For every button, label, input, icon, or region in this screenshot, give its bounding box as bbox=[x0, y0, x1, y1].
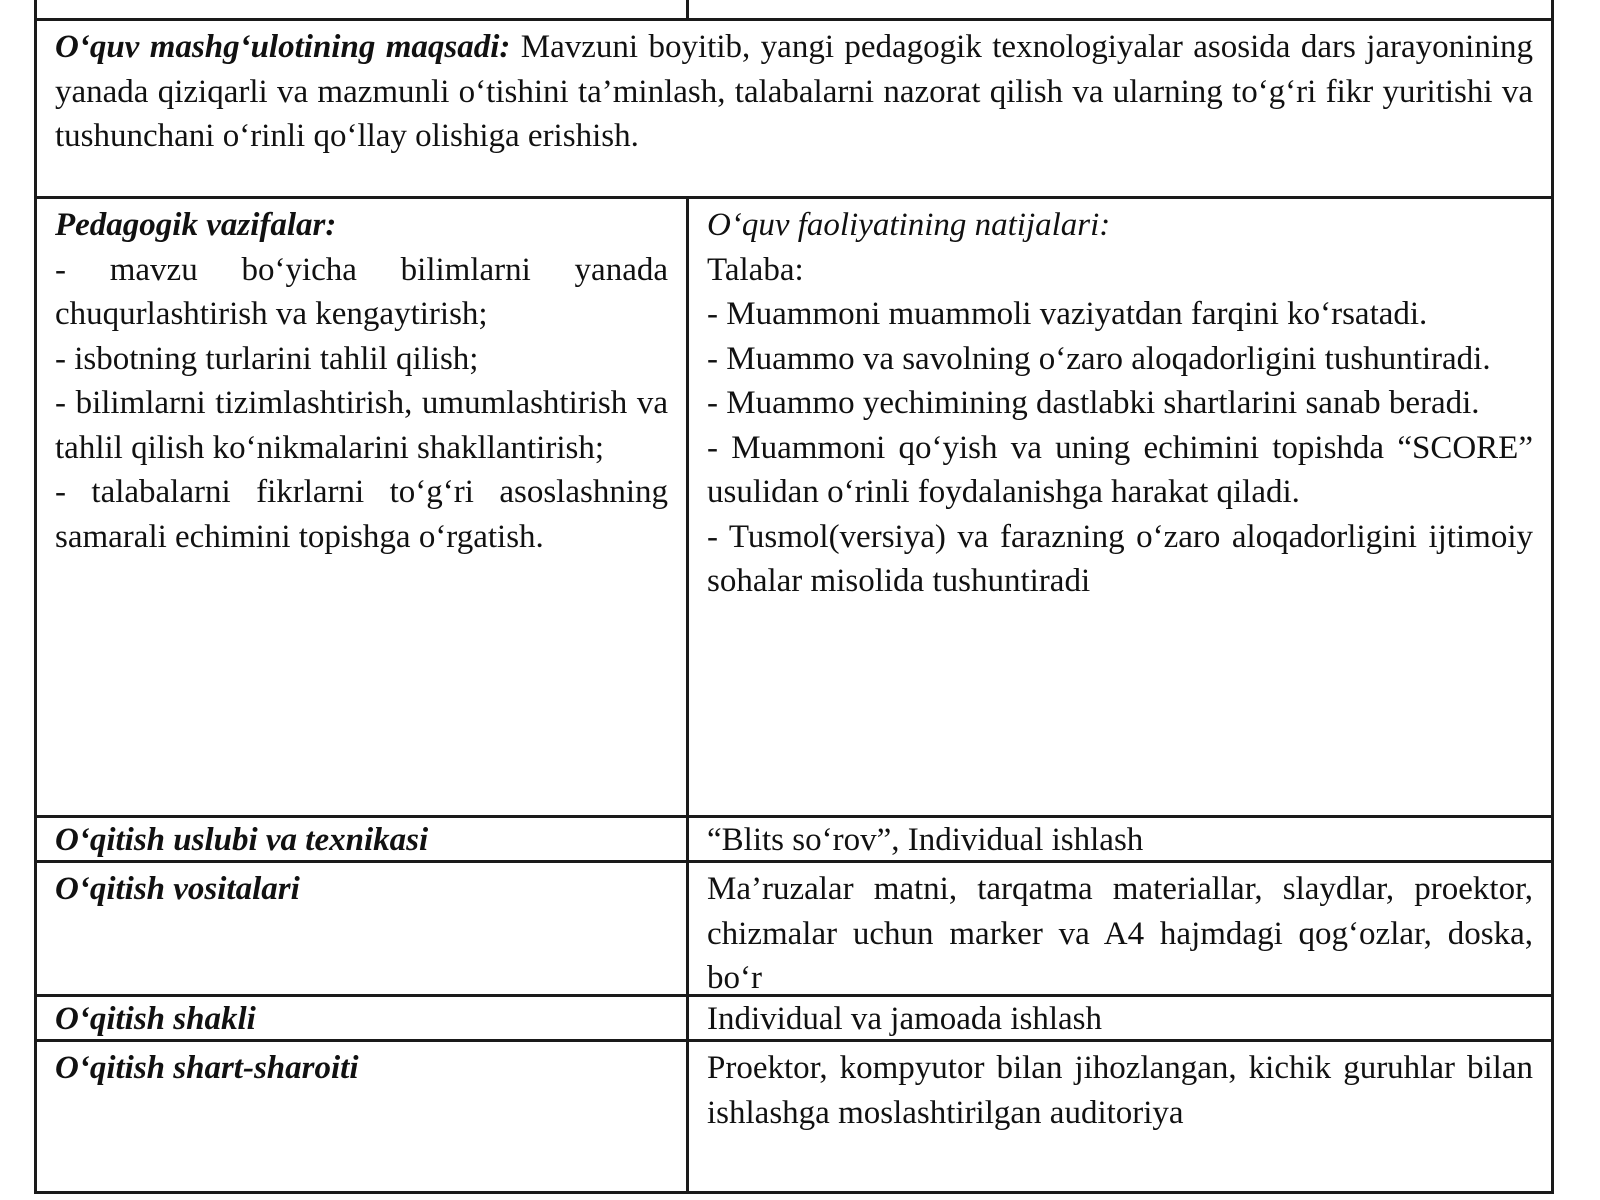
goal-cell bbox=[37, 21, 1551, 196]
form-value-cell bbox=[686, 997, 1551, 1039]
conditions-value-cell bbox=[686, 1042, 1551, 1194]
goal-label: O‘quv mashg‘ulotining maqsadi: bbox=[55, 29, 511, 65]
method-label-cell bbox=[37, 818, 686, 860]
task-item: - talabalarni fikrlarni to‘g‘ri asoslashning samarali echimini topishga o‘rgatish. bbox=[55, 474, 668, 555]
form-value: Individual va jamoada ishlash bbox=[707, 1001, 1102, 1037]
conditions-label-cell bbox=[37, 1042, 686, 1194]
result-item: - Muammo va savolning o‘zaro aloqadorligini tushuntiradi. bbox=[707, 340, 1491, 377]
task-item: - isbotning turlarini tahlil qilish; bbox=[55, 340, 479, 377]
method-label: O‘qitish uslubi va texnikasi bbox=[55, 822, 429, 858]
results-cell bbox=[686, 199, 1551, 815]
table-top-row bbox=[37, 0, 1551, 18]
form-label-cell bbox=[37, 997, 686, 1039]
conditions-row bbox=[37, 1039, 1551, 1194]
conditions-label: O‘qitish shart-sharoiti bbox=[55, 1050, 359, 1086]
result-item: - Muammoni qo‘yish va uning echimini topishda “SCORE” usulidan o‘rinli foydalanishga harakat qiladi. bbox=[707, 429, 1533, 510]
task-item: - mavzu bo‘yicha bilimlarni yanada chuqurlashtirish va kengaytirish; bbox=[55, 251, 668, 332]
results-subject: Talaba: bbox=[707, 251, 804, 288]
tools-label-cell bbox=[37, 863, 686, 994]
tools-value-cell bbox=[686, 863, 1551, 994]
goal-row bbox=[37, 18, 1551, 196]
form-row bbox=[37, 994, 1551, 1039]
tools-value: Ma’ruzalar matni, tarqatma materiallar, slaydlar, proektor, chizmalar uchun marker va A4 hajmdagi qog‘ozlar, doska, bo‘r bbox=[707, 871, 1533, 996]
tasks-cell bbox=[37, 199, 686, 815]
tools-row bbox=[37, 860, 1551, 994]
tools-label: O‘qitish vositalari bbox=[55, 871, 300, 907]
top-left-cell bbox=[37, 0, 686, 18]
top-right-cell bbox=[686, 0, 1551, 18]
result-item: - Tusmol(versiya) va farazning o‘zaro aloqadorligini ijtimoiy sohalar misolida tushuntiradi bbox=[707, 518, 1533, 599]
method-value-cell bbox=[686, 818, 1551, 860]
form-label: O‘qitish shakli bbox=[55, 1001, 256, 1037]
results-title: O‘quv faoliyatining natijalari: bbox=[707, 207, 1111, 243]
task-item: - bilimlarni tizimlashtirish, umumlashtirish va tahlil qilish ko‘nikmalarini shakllantirish; bbox=[55, 385, 668, 466]
conditions-value: Proektor, kompyutor bilan jihozlangan, kichik guruhlar bilan ishlashga moslashtirilgan auditoriya bbox=[707, 1050, 1533, 1131]
lesson-plan-table bbox=[34, 0, 1554, 1194]
result-item: - Muammo yechimining dastlabki shartlarini sanab beradi. bbox=[707, 385, 1480, 421]
method-value: “Blits so‘rov”, Individual ishlash bbox=[707, 822, 1144, 858]
goal-text: Mavzuni boyitib, yangi pedagogik texnologiyalar asosida dars jarayonining yanada qiziqarli va mazmunli o‘tishini ta’minlash, talabalarni nazorat qilish va ularning to‘g‘ri fikr yuritishi va tushunchani o‘rinli qo‘llay olishiga erishish. bbox=[55, 29, 1533, 154]
tasks-title: Pedagogik vazifalar: bbox=[55, 207, 337, 243]
tasks-results-row bbox=[37, 196, 1551, 815]
method-row bbox=[37, 815, 1551, 860]
result-item: - Muammoni muammoli vaziyatdan farqini ko‘rsatadi. bbox=[707, 296, 1428, 332]
